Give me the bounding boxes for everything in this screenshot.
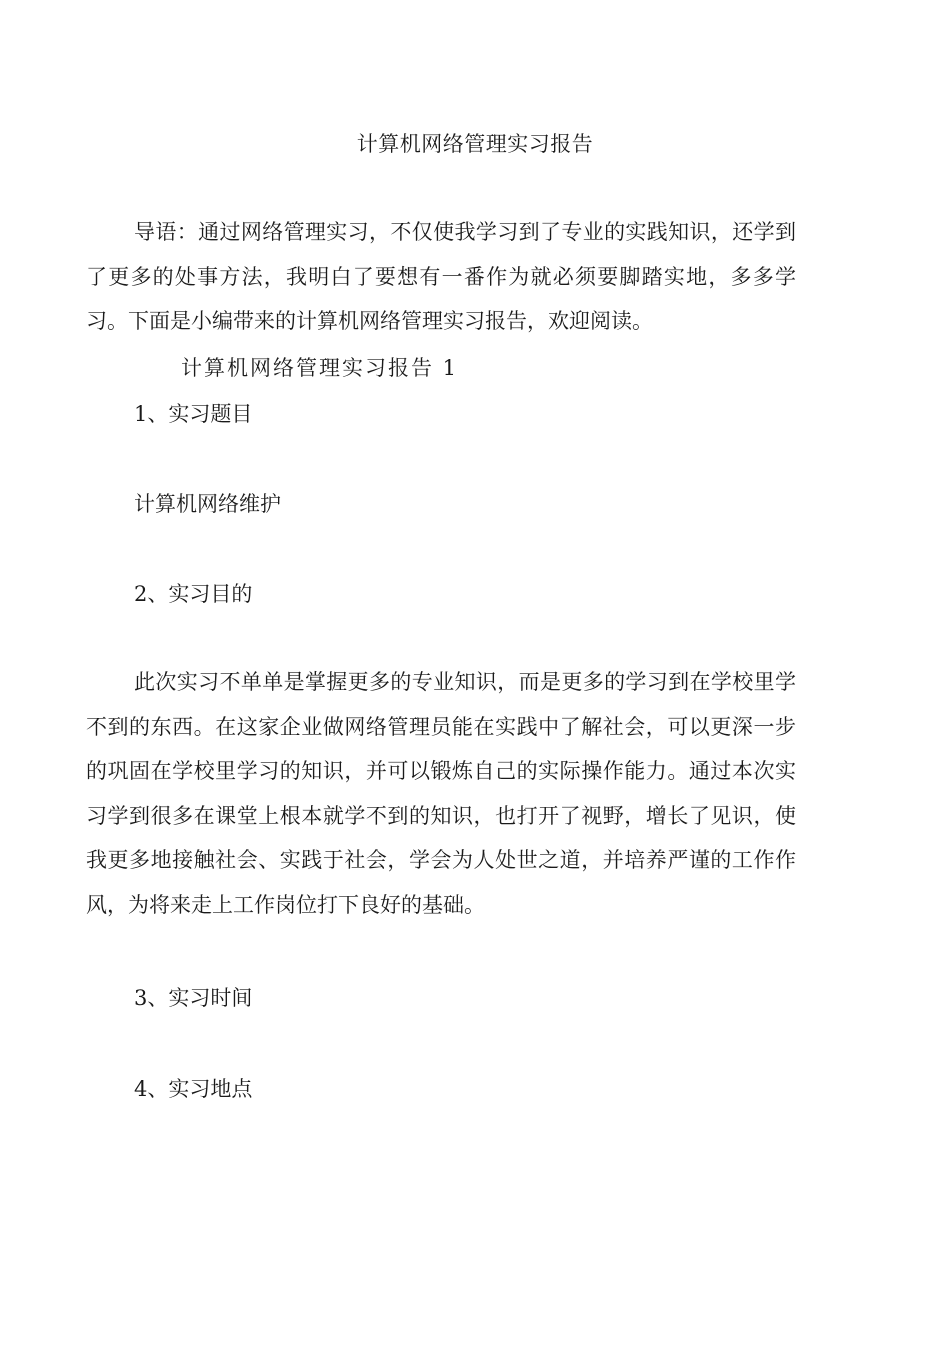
section-body-purpose: 此次实习不单单是掌握更多的专业知识，而是更多的学习到在学校里学不到的东西。在这家企业做网络管理员能在实践中了解社会，可以更深一步的巩固在学校里学习的知识，并可以锻炼自己的实际操作能力。通过本次实习学到很多在课堂上根本就学不到的知识，也打开了视野，增长了见识，使我更多地接触社会、实践于社会，学会为人处世之道，并培养严谨的工作作风，为将来走上工作岗位打下良好的基础。 <box>86 670 796 917</box>
section-heading-time: 3、实习时间 <box>134 986 253 1010</box>
section-heading-topic: 1、实习题目 <box>134 402 253 426</box>
document-title: 计算机网络管理实习报告 <box>356 132 594 156</box>
section-heading-location: 4、实习地点 <box>134 1077 253 1101</box>
intro-paragraph: 导语：通过网络管理实习，不仅使我学习到了专业的实践知识，还学到了更多的处事方法，我明白了要想有一番作为就必须要脚踏实地，多多学习。下面是小编带来的计算机网络管理实习报告，欢迎阅读。 <box>86 220 796 333</box>
section-heading-purpose: 2、实习目的 <box>134 582 253 606</box>
section-body-topic: 计算机网络维护 <box>134 492 281 516</box>
report-subtitle: 计算机网络管理实习报告 1 <box>181 356 459 380</box>
